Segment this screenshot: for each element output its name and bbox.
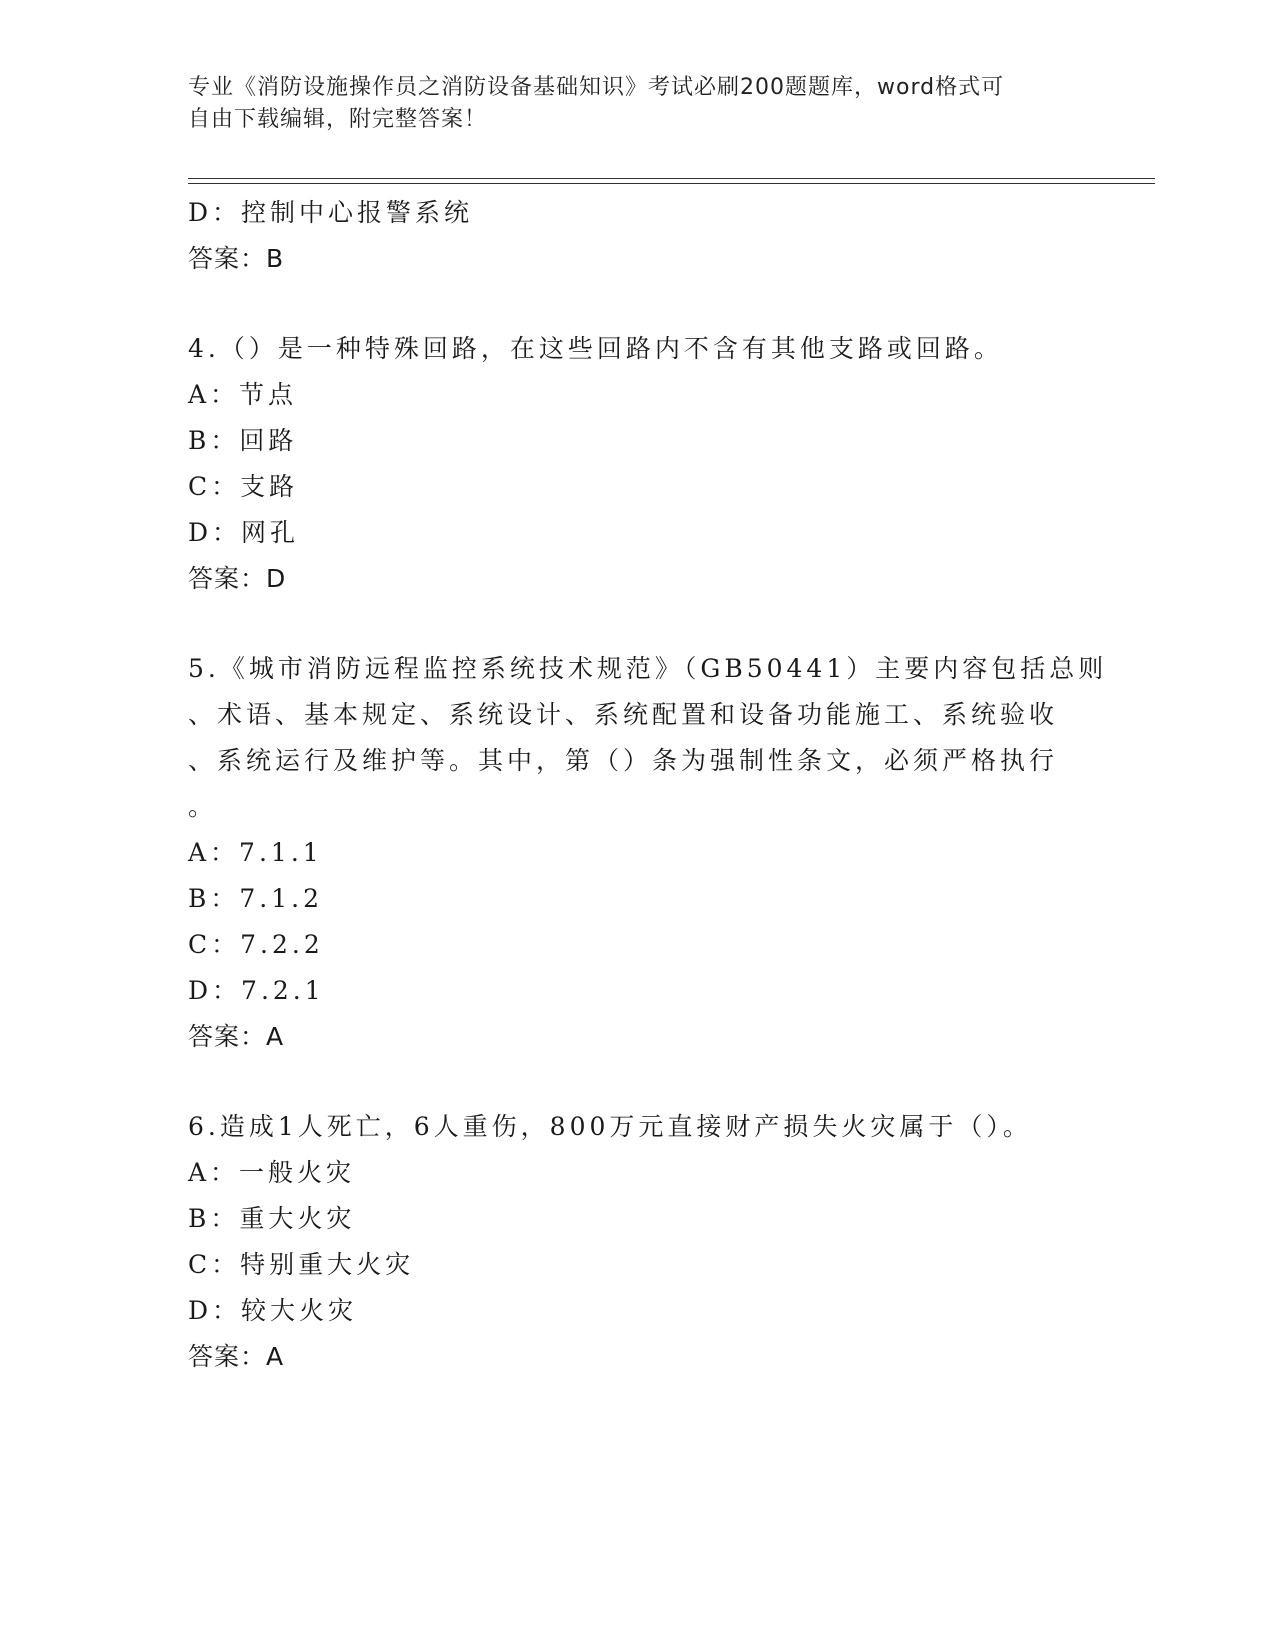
question-5-option-d: D：7.2.1 xyxy=(188,976,325,1005)
question-6-option-d: D：较大火灾 xyxy=(188,1296,358,1325)
question-4 xyxy=(188,326,1148,602)
document-header xyxy=(188,72,1068,136)
question-6-option-b: B：重大火灾 xyxy=(188,1204,356,1233)
header-rule-bottom xyxy=(188,183,1155,184)
question-5-option-a: A：7.1.1 xyxy=(188,838,323,867)
document-body xyxy=(188,190,1148,1380)
question-4-option-a: A：节点 xyxy=(188,380,298,409)
question-4-option-b: B：回路 xyxy=(188,426,298,455)
question-6-option-a: A：一般火灾 xyxy=(188,1158,356,1187)
question-5-stem-line-1: 5.《城市消防远程监控系统技术规范》（GB50441）主要内容包括总则 xyxy=(188,654,1108,683)
header-line-1: 专业《消防设施操作员之消防设备基础知识》考试必刷200题题库，word格式可 xyxy=(188,75,1005,100)
question-5-answer: 答案：A xyxy=(188,1022,285,1051)
option-d-previous: D：控制中心报警系统 xyxy=(188,198,474,227)
question-gap xyxy=(188,1060,1148,1104)
question-4-option-d: D：网孔 xyxy=(188,518,300,547)
question-4-option-c: C：支路 xyxy=(188,472,299,501)
question-5-stem-line-3: 、系统运行及维护等。其中，第（）条为强制性条文，必须严格执行 xyxy=(188,746,1059,775)
question-5-stem-line-4: 。 xyxy=(188,792,218,821)
question-6-option-c: C：特别重大火灾 xyxy=(188,1250,415,1279)
question-5-stem-line-2: 、术语、基本规定、系统设计、系统配置和设备功能施工、系统验收 xyxy=(188,700,1059,729)
question-5-option-c: C：7.2.2 xyxy=(188,930,324,959)
question-6 xyxy=(188,1104,1148,1380)
header-rule-top xyxy=(188,178,1155,179)
answer-previous: 答案：B xyxy=(188,244,285,273)
question-6-stem: 6.造成1人死亡，6人重伤，800万元直接财产损失火灾属于（）。 xyxy=(188,1112,1032,1141)
question-6-answer: 答案：A xyxy=(188,1342,285,1371)
question-5-option-b: B：7.1.2 xyxy=(188,884,323,913)
question-4-stem: 4.（）是一种特殊回路，在这些回路内不含有其他支路或回路。 xyxy=(188,334,1003,363)
question-gap xyxy=(188,602,1148,646)
question-gap xyxy=(188,282,1148,326)
question-4-answer: 答案：D xyxy=(188,564,287,593)
question-5 xyxy=(188,646,1148,1060)
header-line-2: 自由下载编辑，附完整答案！ xyxy=(188,107,488,132)
